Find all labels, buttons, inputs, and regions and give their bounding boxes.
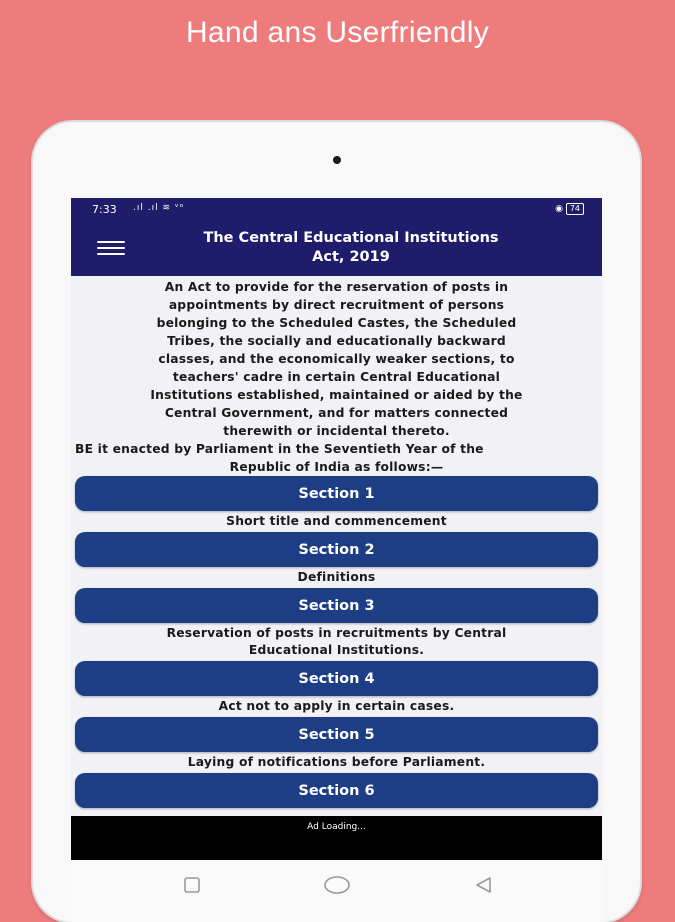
section-title-line: Definitions	[297, 570, 376, 584]
section-3-button[interactable]: Section 3	[75, 588, 598, 623]
section-2-title	[71, 569, 602, 586]
menu-icon[interactable]	[97, 241, 125, 257]
enacting-formula-line-2: Republic of India as follows:—	[229, 460, 444, 474]
promo-title: Hand ans Userfriendly	[185, 16, 490, 49]
app-title	[151, 229, 551, 267]
camera-dot	[333, 156, 341, 164]
preamble-line: Central Government, and for matters connected	[164, 406, 509, 420]
home-button[interactable]	[323, 874, 351, 896]
status-bar	[71, 198, 602, 222]
section-5-title	[71, 754, 602, 771]
sync-icon: ◉	[555, 204, 563, 214]
app-title-line-1: The Central Educational Institutions	[203, 230, 499, 246]
section-title-line: Short title and commencement	[226, 514, 447, 528]
section-3-title	[71, 625, 602, 659]
preamble-line: Institutions established, maintained or aided by the	[150, 388, 523, 402]
ad-banner[interactable]	[71, 816, 602, 860]
section-5-button[interactable]: Section 5	[75, 717, 598, 752]
tablet-frame	[33, 122, 640, 922]
status-time: 7:33	[92, 203, 117, 216]
section-title-line: Educational Institutions.	[248, 643, 425, 657]
app-title-line-2: Act, 2019	[312, 249, 390, 265]
preamble-line: belonging to the Scheduled Castes, the Scheduled	[156, 316, 517, 330]
section-title-line: Laying of notifications before Parliament.	[187, 755, 486, 769]
section-title-line: Act not to apply in certain cases.	[218, 699, 455, 713]
sections-list	[71, 476, 602, 808]
preamble-line: appointments by direct recruitment of persons	[168, 298, 505, 312]
act-preamble	[71, 276, 602, 476]
section-4-title	[71, 698, 602, 715]
section-6-button[interactable]: Section 6	[75, 773, 598, 808]
section-title-line: Reservation of posts in recruitments by Central	[166, 626, 507, 640]
preamble-line: teachers' cadre in certain Central Educational	[172, 370, 501, 384]
preamble-line: An Act to provide for the reservation of posts in	[164, 280, 509, 294]
signal-icon: .ıl .ıl ≋ ᵛᵒ	[133, 203, 185, 213]
system-nav-bar	[71, 860, 602, 922]
ad-loading-text: Ad Loading...	[307, 822, 366, 832]
app-bar	[71, 222, 602, 276]
recents-button[interactable]	[181, 874, 203, 896]
act-content[interactable]	[71, 276, 602, 811]
preamble-line: classes, and the economically weaker sections, to	[158, 352, 515, 366]
enacting-formula-line-1: BE it enacted by Parliament in the Seventieth Year of the	[75, 442, 484, 456]
back-button[interactable]	[471, 874, 495, 896]
preamble-line: therewith or incidental thereto.	[223, 424, 450, 438]
preamble-line: Tribes, the socially and educationally backward	[167, 334, 506, 348]
battery-icon: 74	[566, 203, 584, 215]
section-2-button[interactable]: Section 2	[75, 532, 598, 567]
section-1-button[interactable]: Section 1	[75, 476, 598, 511]
app-screen	[71, 198, 602, 922]
section-1-title	[71, 513, 602, 530]
status-right	[555, 203, 584, 215]
section-4-button[interactable]: Section 4	[75, 661, 598, 696]
